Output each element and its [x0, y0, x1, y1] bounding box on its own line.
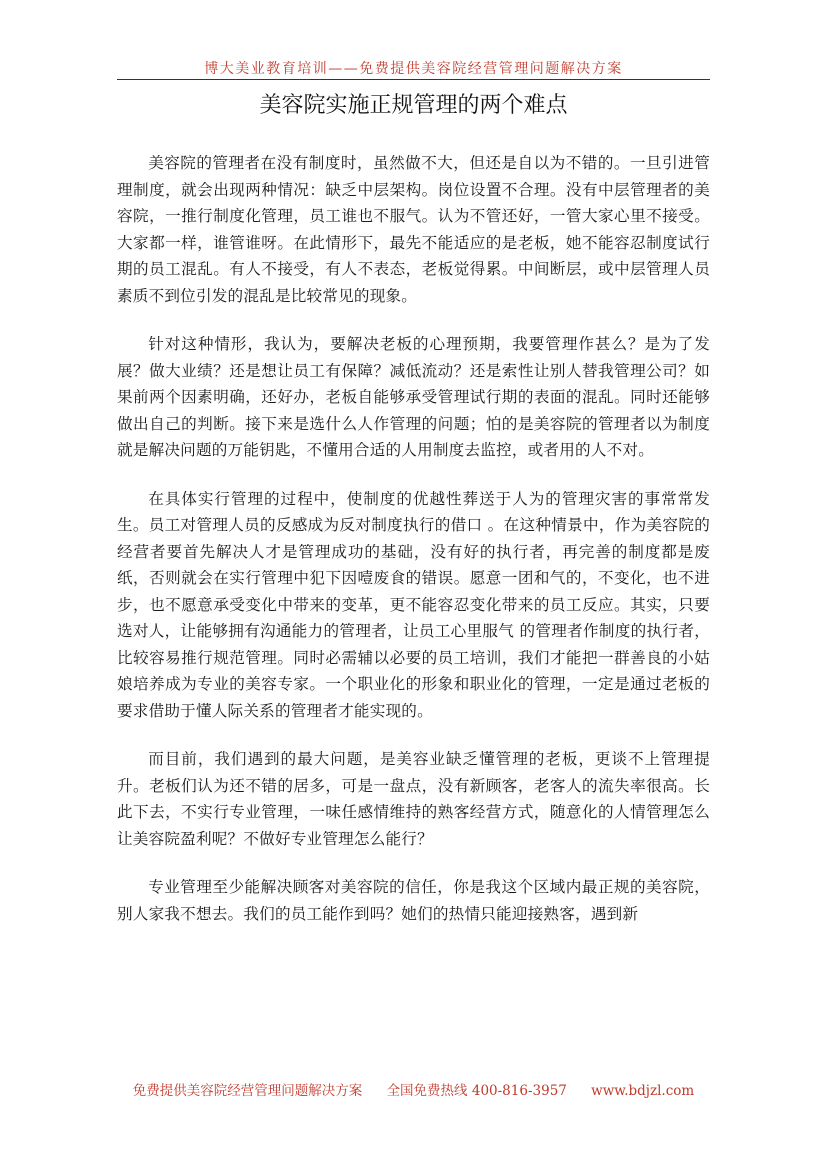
footer-website-link[interactable]: www.bdjzl.com: [591, 1083, 695, 1099]
paragraph: 专业管理至少能解决顾客对美容院的信任，你是我这个区域内最正规的美容院，别人家我不想去。我们的员工能作到吗？她们的热情只能迎接熟客，遇到新: [117, 878, 710, 923]
document-title: 美容院实施正规管理的两个难点: [259, 93, 568, 118]
paragraph: 针对这种情形，我认为，要解决老板的心理预期，我要管理作甚么？是为了发展？做大业绩？还是想让员工有保障？减低流动？还是索性让别人替我管理公司？如果前两个因素明确，还好办，老板自能够承受管理试行期的表面的混乱。同时还能够做出自己的判断。接下来是选什么人作管理的问题；怕的是美容院的管理者以为制度就是解决问题的万能钥匙，不懂用合适的人用制度去监控，或者用的人不对。: [117, 335, 710, 459]
header-divider: [117, 79, 710, 80]
footer-slogan: 免费提供美容院经营管理问题解决方案: [132, 1083, 363, 1099]
paragraph: 美容院的管理者在没有制度时，虽然做不大，但还是自以为不错的。一旦引进管理制度，就会出现两种情况：缺乏中层架构。岗位设置不合理。没有中层管理者的美容院，一推行制度化管理，员工谁也不服气。认为不管还好，一管大家心里不接受。大家都一样，谁管谁呀。在此情形下，最先不能适应的是老板，她不能容忍制度试行期的员工混乱。有人不接受，有人不表态，老板觉得累。中间断层，或中层管理人员素质不到位引发的混乱是比较常见的现象。: [117, 154, 710, 305]
paragraph: 而目前，我们遇到的最大问题，是美容业缺乏懂管理的老板，更谈不上管理提升。老板们认为还不错的居多，可是一盘点，没有新顾客，老客人的流失率很高。长此下去，不实行专业管理，一味任感情维持的熟客经营方式，随意化的人情管理怎么让美容院盈利呢？不做好专业管理怎么能行？: [117, 750, 710, 848]
page-header: 博大美业教育培训——免费提供美容院经营管理问题解决方案: [204, 61, 623, 77]
footer-hotline: 全国免费热线 400-816-3957: [386, 1083, 567, 1099]
document-body: [117, 150, 710, 949]
paragraph: 在具体实行管理的过程中，使制度的优越性葬送于人为的管理灾害的事常常发生。员工对管理人员的反感成为反对制度执行的借口 。在这种情景中，作为美容院的经营者要首先解决人才是管理成功的基础，没有好的执行者，再完善的制度都是废纸，否则就会在实行管理中犯下因噎废食的错误。愿意一团和气的，不变化，也不进步，也不愿意承受变化中带来的变革，更不能容忍变化带来的员工反应。其实，只要选对人，让能够拥有沟通能力的管理者，让员工心里服气 的管理者作制度的执行者，比较容易推行规范管理。同时必需辅以必要的员工培训，我们才能把一群善良的小姑娘培养成为专业的美容专家。一个职业化的形象和职业化的管理，一定是通过老板的要求借助于懂人际关系的管理者才能实现的。: [117, 489, 710, 720]
page-footer: [117, 1080, 710, 1102]
